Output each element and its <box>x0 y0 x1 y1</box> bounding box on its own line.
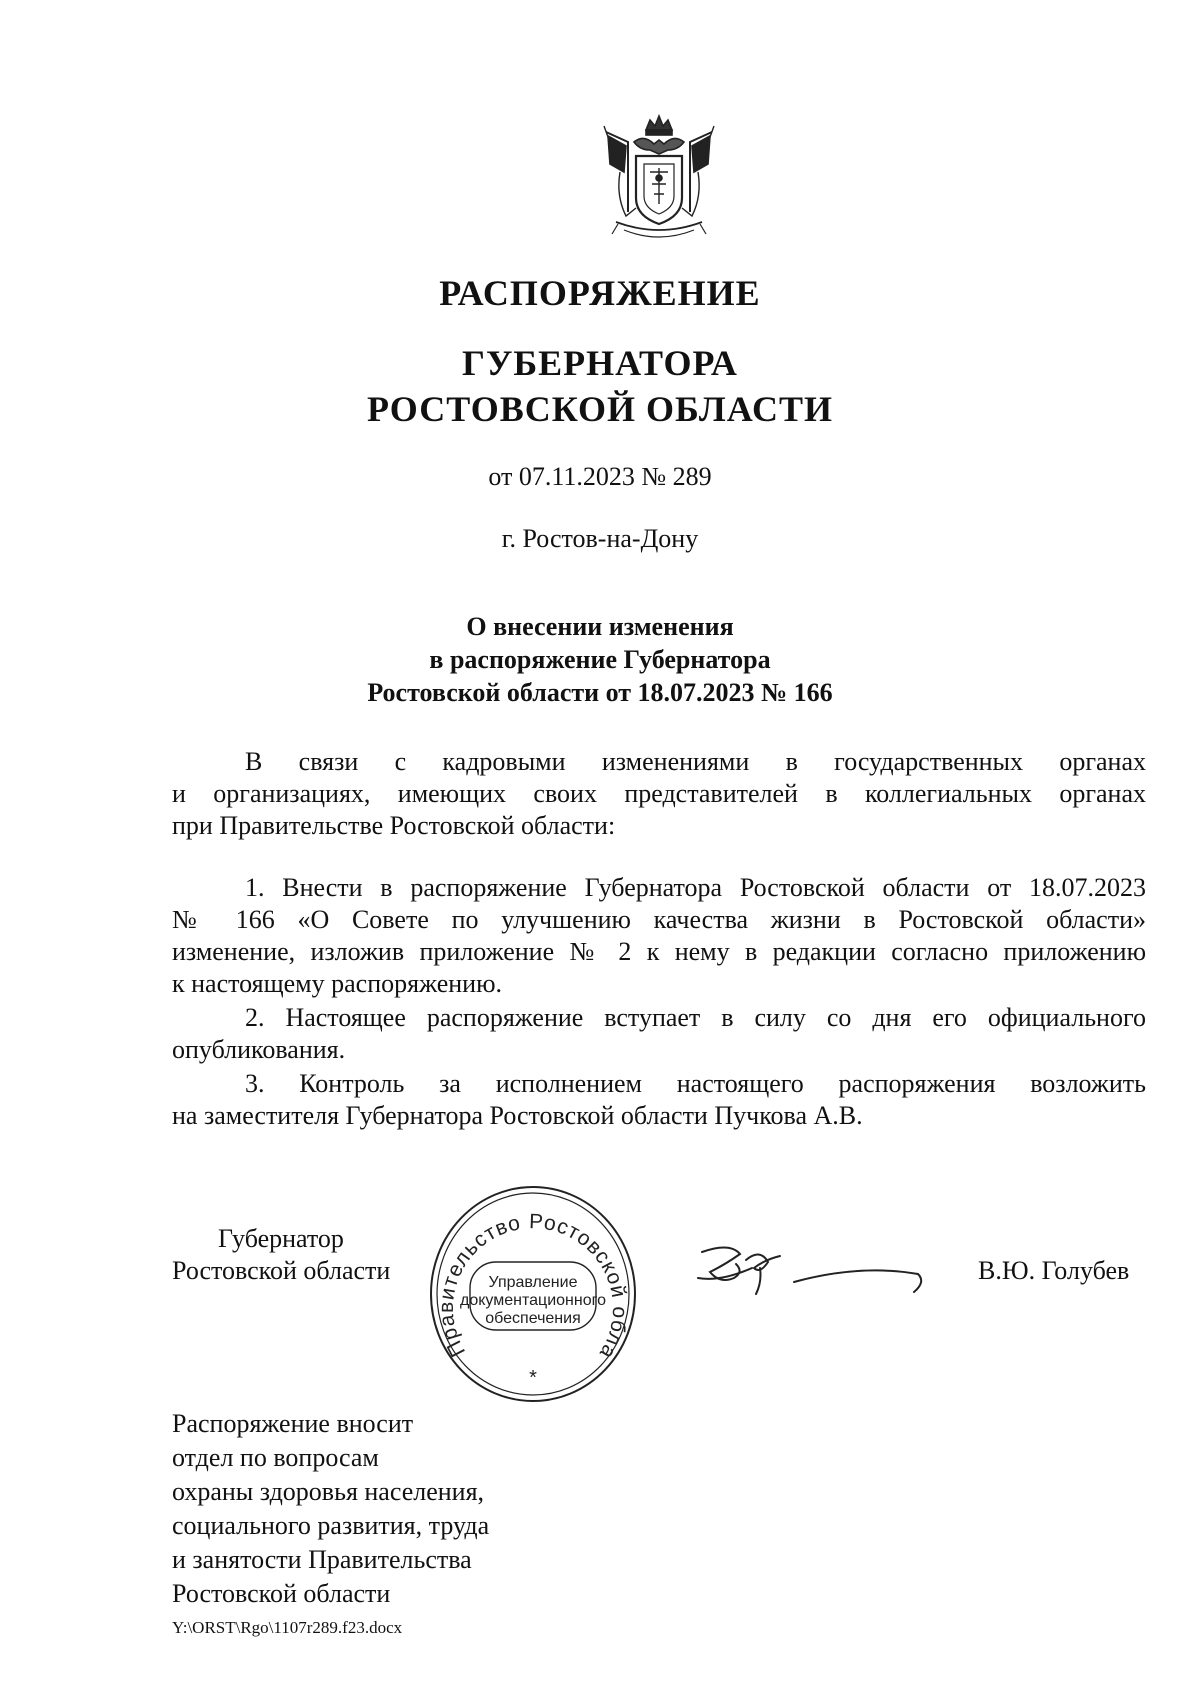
contributor-line: охраны здоровья населения, <box>172 1477 485 1506</box>
preamble-line: В связи с кадровыми изменениями в государственных органах <box>245 747 1146 776</box>
item2-line: опубликования. <box>172 1035 346 1064</box>
official-seal-icon <box>421 1166 638 1404</box>
signer-position-line1: Губернатор <box>218 1224 344 1253</box>
item1-line: изменение, изложив приложение № 2 к нему в редакции согласно приложению <box>172 937 1146 966</box>
seal-inner-line: обеспечения <box>485 1310 581 1327</box>
document-date-number: от 07.11.2023 № 289 <box>488 462 712 491</box>
signer-position-line2: Ростовской области <box>172 1256 391 1285</box>
seal-inner-line: документационного <box>460 1292 606 1309</box>
preamble-line: и организациях, имеющих своих представителей в коллегиальных органах <box>172 779 1146 808</box>
contributor-line: отдел по вопросам <box>172 1443 379 1472</box>
seal-inner-line: Управление <box>488 1274 578 1291</box>
seal-outer-text: Правительство Ростовской области <box>421 1166 632 1364</box>
seal-star: * <box>529 1367 537 1389</box>
issuer-heading-line2: РОСТОВСКОЙ ОБЛАСТИ <box>367 389 833 429</box>
contributor-line: социального развития, труда <box>172 1511 490 1540</box>
item1-line: № 166 «О Совете по улучшению качества жизни в Ростовской области» <box>172 905 1146 934</box>
subject-line: в распоряжение Губернатора <box>429 645 771 674</box>
handwritten-signature-icon <box>690 1238 930 1308</box>
subject-line: Ростовской области от 18.07.2023 № 166 <box>367 678 833 707</box>
item1-line: к настоящему распоряжению. <box>172 969 502 998</box>
contributor-line: Распоряжение вносит <box>172 1409 414 1438</box>
document-type-heading: РАСПОРЯЖЕНИЕ <box>439 273 761 313</box>
contributor-line: Ростовской области <box>172 1579 391 1608</box>
item3-line: на заместителя Губернатора Ростовской области Пучкова А.В. <box>172 1101 863 1130</box>
item3-line: 3. Контроль за исполнением настоящего распоряжения возложить <box>245 1069 1146 1098</box>
item1-line: 1. Внести в распоряжение Губернатора Ростовской области от 18.07.2023 <box>245 873 1146 902</box>
document-city: г. Ростов-на-Дону <box>501 524 699 553</box>
subject-line: О внесении изменения <box>466 612 734 641</box>
item2-line: 2. Настоящее распоряжение вступает в силу со дня его официального <box>245 1003 1146 1032</box>
signer-name: В.Ю. Голубев <box>978 1256 1130 1285</box>
issuer-heading-line1: ГУБЕРНАТОРА <box>462 343 738 383</box>
preamble-line: при Правительстве Ростовской области: <box>172 811 616 840</box>
footer-file-path: Y:\ORST\Rgo\1107r289.f23.docx <box>172 1618 403 1637</box>
coat-of-arms-icon <box>598 112 720 244</box>
contributor-line: и занятости Правительства <box>172 1545 472 1574</box>
